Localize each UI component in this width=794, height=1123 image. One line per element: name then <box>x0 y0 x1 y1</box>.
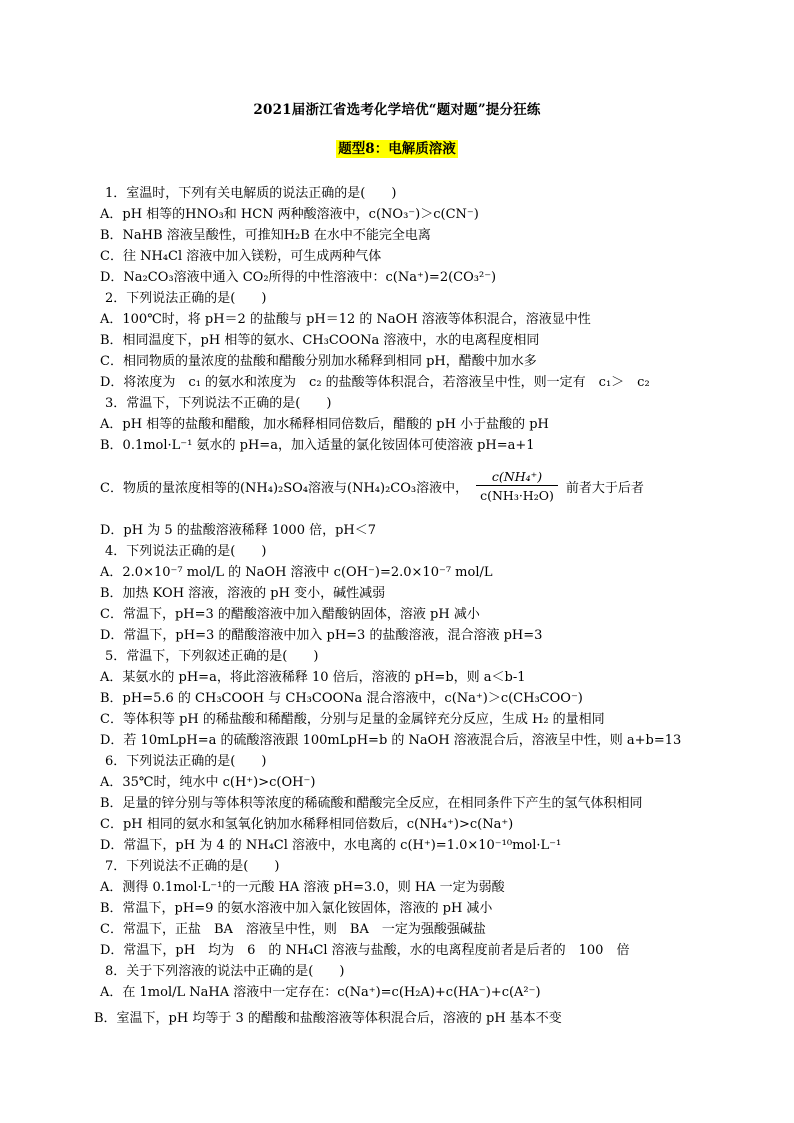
option-3c <box>100 466 644 506</box>
answer-option: D．常温下，pH 为 4 的 NH₄Cl 溶液中，水电离的 c(H⁺)=1.0×10⁻¹⁰mol·L⁻¹ <box>100 838 562 853</box>
question-stem: 4．下列说法正确的是( ) <box>105 544 267 559</box>
answer-option: D．pH 为 5 的盐酸溶液稀释 1000 倍，pH＜7 <box>100 523 377 538</box>
answer-option: D．常温下，pH 均为 6 的 NH₄Cl 溶液与盐酸，水的电离程度前者是后者的 100 倍 <box>100 943 630 958</box>
answer-option: A．测得 0.1mol·L⁻¹的一元酸 HA 溶液 pH=3.0，则 HA 一定为弱酸 <box>100 880 505 895</box>
answer-option: C．pH 相同的氨水和氢氧化钠加水稀释相同倍数后，c(NH₄⁺)>c(Na⁺) <box>100 817 514 832</box>
answer-option: B．常温下，pH=9 的氨水溶液中加入氯化铵固体，溶液的 pH 减小 <box>100 901 493 916</box>
answer-option: B．室温下，pH 均等于 3 的醋酸和盐酸溶液等体积混合后，溶液的 pH 基本不变 <box>94 1011 562 1026</box>
answer-option: B．pH=5.6 的 CH₃COOH 与 CH₃COONa 混合溶液中，c(Na⁺)＞c(CH₃COO⁻) <box>100 691 583 706</box>
question-stem: 2．下列说法正确的是( ) <box>105 291 267 306</box>
answer-option: A．2.0×10⁻⁷ mol/L 的 NaOH 溶液中 c(OH⁻)=2.0×10⁻⁷ mol/L <box>100 565 493 580</box>
ratio-denominator: c(NH₃·H₂O) <box>480 488 554 503</box>
subtitle-wrap <box>0 138 794 158</box>
question-stem: 6．下列说法正确的是( ) <box>105 754 267 769</box>
answer-option: A．在 1mol/L NaHA 溶液中一定存在：c(Na⁺)=c(H₂A)+c(HA⁻)+c(A²⁻) <box>100 985 541 1000</box>
answer-option: B．相同温度下，pH 相等的氨水、CH₃COONa 溶液中，水的电离程度相同 <box>100 333 540 348</box>
question-stem: 8．关于下列溶液的说法中正确的是( ) <box>105 964 345 979</box>
answer-option: D．将浓度为 c₁ 的氨水和浓度为 c₂ 的盐酸等体积混合，若溶液呈中性，则一定有 c₁＞ c₂ <box>100 375 650 390</box>
answer-option: B．足量的锌分别与等体积等浓度的稀硫酸和醋酸完全反应，在相同条件下产生的氢气体积相同 <box>100 796 643 811</box>
concentration-ratio <box>476 469 558 503</box>
answer-option: C．常温下，pH=3 的醋酸溶液中加入醋酸钠固体，溶液 pH 减小 <box>100 607 480 622</box>
answer-option: B．NaHB 溶液呈酸性，可推知H₂B 在水中不能完全电离 <box>100 228 431 243</box>
answer-option: A．35℃时，纯水中 c(H⁺)>c(OH⁻) <box>100 775 316 790</box>
question-stem: 5．常温下，下列叙述正确的是( ) <box>105 649 319 664</box>
document-title: 2021届浙江省选考化学培优“题对题”提分狂练 <box>253 102 541 118</box>
answer-option: D．Na₂CO₃溶液中通入 CO₂所得的中性溶液中：c(Na⁺)=2(CO₃²⁻) <box>100 270 497 285</box>
answer-option: C．等体积等 pH 的稀盐酸和稀醋酸，分别与足量的金属锌充分反应，生成 H₂ 的量相同 <box>100 712 605 727</box>
question-stem: 1．室温时，下列有关电解质的说法正确的是( ) <box>105 186 397 201</box>
answer-option: C．相同物质的量浓度的盐酸和醋酸分别加水稀释到相同 pH，醋酸中加水多 <box>100 354 537 369</box>
option-3c-suffix: 前者大于后者 <box>565 480 644 496</box>
answer-option: A．pH 相等的HNO₃和 HCN 两种酸溶液中，c(NO₃⁻)＞c(CN⁻) <box>100 207 479 222</box>
option-3c-prefix: C．物质的量浓度相等的(NH₄)₂SO₄溶液与(NH₄)₂CO₃溶液中， <box>100 480 469 496</box>
answer-option: A．100℃时，将 pH＝2 的盐酸与 pH＝12 的 NaOH 溶液等体积混合，溶液显中性 <box>100 312 591 327</box>
section-subtitle: 题型8：电解质溶液 <box>338 141 456 157</box>
answer-option: A．某氨水的 pH=a，将此溶液稀释 10 倍后，溶液的 pH=b，则 a＜b-1 <box>100 670 526 685</box>
answer-option: D．若 10mLpH=a 的硫酸溶液跟 100mLpH=b 的 NaOH 溶液混合后，溶液呈中性，则 a+b=13 <box>100 733 682 748</box>
answer-option: C．往 NH₄Cl 溶液中加入镁粉，可生成两种气体 <box>100 249 382 264</box>
answer-option: A．pH 相等的盐酸和醋酸，加水稀释相同倍数后，醋酸的 pH 小于盐酸的 pH <box>100 417 549 432</box>
question-stem: 7．下列说法不正确的是( ) <box>105 859 280 874</box>
ratio-numerator: c(NH₄⁺) <box>491 469 543 484</box>
answer-option: B．加热 KOH 溶液，溶液的 pH 变小，碱性减弱 <box>100 586 386 601</box>
question-stem: 3．常温下，下列说法不正确的是( ) <box>105 396 332 411</box>
answer-option: D．常温下，pH=3 的醋酸溶液中加入 pH=3 的盐酸溶液，混合溶液 pH=3 <box>100 628 543 643</box>
answer-option: B．0.1mol·L⁻¹ 氨水的 pH=a，加入适量的氯化铵固体可使溶液 pH=a+1 <box>100 438 535 453</box>
answer-option: C．常温下，正盐 BA 溶液呈中性，则 BA 一定为强酸强碱盐 <box>100 922 486 937</box>
